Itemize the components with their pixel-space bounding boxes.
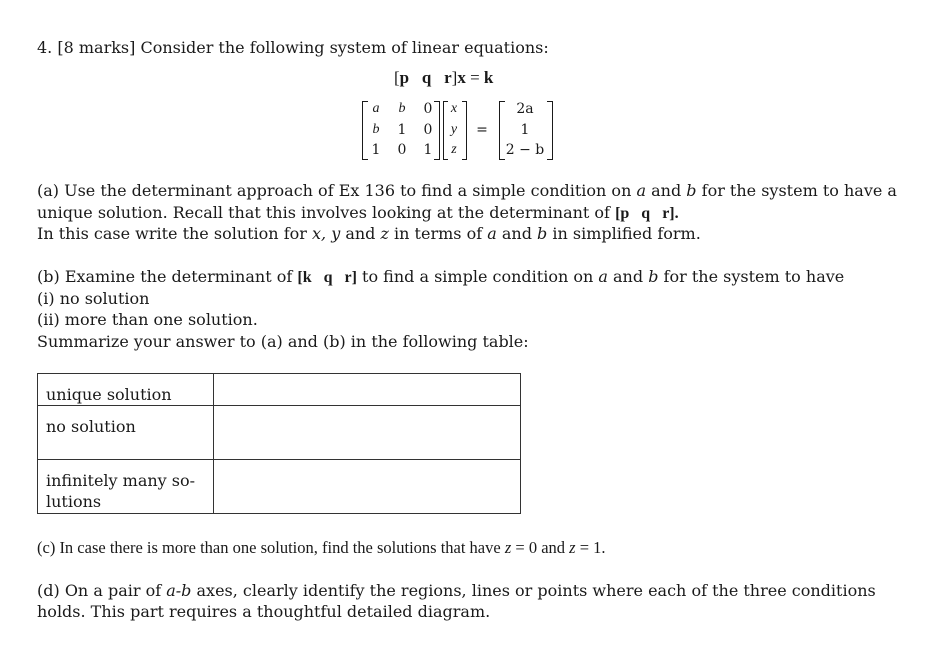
vector-r: r	[444, 68, 452, 87]
rhs-value: 1	[520, 122, 530, 138]
var-b: b	[648, 267, 659, 286]
matrix-cell: 1	[423, 142, 433, 158]
part-a-text: (a) Use the determinant approach of Ex 136 to find a simple condition on	[37, 181, 632, 200]
var-a: a	[487, 224, 497, 243]
summary-table	[37, 373, 521, 514]
part-c-text: = 0 and	[515, 538, 566, 557]
compact-close-bracket: ]	[451, 68, 458, 87]
table-row	[38, 406, 521, 460]
compact-open-bracket: [	[394, 68, 400, 87]
question-heading	[37, 37, 549, 58]
var-a: a	[598, 267, 608, 286]
part-b-text: to find a simple condition on	[362, 267, 594, 286]
part-b-text: for the system to have	[663, 267, 845, 286]
table-row	[38, 460, 521, 514]
table-label-infinite-line1: infinitely many so-	[46, 471, 196, 490]
matrix-cell: 1	[397, 122, 407, 138]
part-a-line1	[37, 180, 897, 201]
vector-p: p	[399, 68, 410, 87]
vector-q: q	[421, 68, 432, 87]
part-a-text: and	[501, 224, 532, 243]
var-z: z	[569, 538, 576, 557]
matrix-cell: 0	[423, 101, 433, 117]
rhs-value: 2 − b	[505, 142, 545, 158]
det-matrix-pqr: [p q r].	[615, 205, 679, 222]
part-a-text: unique solution. Recall that this involves looking at the determinant of	[37, 203, 610, 222]
part-d-line2: holds. This part requires a thoughtful detailed diagram.	[37, 602, 491, 621]
part-a-text: in simplified form.	[552, 224, 701, 243]
part-c	[37, 537, 606, 558]
table-label-unique: unique solution	[38, 374, 214, 406]
rhs-value: 2a	[516, 101, 534, 117]
matrix-cell: b	[372, 122, 380, 137]
part-d-text: (d) On a pair of	[37, 581, 162, 600]
table-answer-cell[interactable]	[214, 374, 521, 406]
matrix-cell: 0	[423, 122, 433, 138]
var-b: b	[537, 224, 548, 243]
var-x: x	[450, 101, 458, 116]
matrix-cell: b	[398, 101, 406, 116]
part-b-line1	[37, 266, 844, 288]
part-b-text: and	[613, 267, 644, 286]
part-a-text: for the system to have a	[701, 181, 897, 200]
table-label-no-solution: no solution	[38, 406, 214, 460]
table-label-infinite-line2: lutions	[46, 492, 102, 511]
table-answer-cell[interactable]	[214, 460, 521, 514]
part-c-text: = 1.	[579, 538, 606, 557]
part-a-line2	[37, 202, 679, 224]
part-d-text: axes, clearly identify the regions, lines or points where each of the three conditions	[196, 581, 876, 600]
table-label-infinite	[38, 460, 214, 514]
var-b: b	[686, 181, 697, 200]
question-number-marks: 4. [8 marks]	[37, 38, 136, 57]
table-row	[38, 374, 521, 406]
matrix-equals: =	[476, 122, 488, 138]
var-a: a	[636, 181, 647, 200]
part-b-summary: Summarize your answer to (a) and (b) in the following table:	[37, 332, 529, 351]
matrix-cell: 0	[397, 142, 407, 158]
part-b-item-i: (i) no solution	[37, 289, 150, 308]
part-b-text: (b) Examine the determinant of	[37, 267, 293, 286]
part-c-text: (c) In case there is more than one solution, find the solutions that have	[37, 538, 501, 557]
compact-equals: =	[470, 68, 480, 87]
part-a-text: in terms of	[394, 224, 483, 243]
vector-k: k	[483, 68, 494, 87]
part-b-item-ii: (ii) more than one solution.	[37, 310, 258, 329]
det-matrix-kqr: [k q r]	[297, 269, 357, 286]
matrix-cell: a	[372, 101, 380, 116]
matrix-cell: 1	[371, 142, 381, 158]
vars-xy: x, y	[312, 224, 341, 243]
part-a-text: and	[345, 224, 376, 243]
vector-x: x	[457, 68, 466, 87]
part-d-line1	[37, 580, 876, 601]
part-a-text: In this case write the solution for	[37, 224, 307, 243]
part-a-text: and	[651, 181, 682, 200]
axes-label: a-b	[166, 581, 192, 600]
var-z: z	[380, 224, 389, 243]
var-z: z	[451, 142, 457, 157]
var-y: y	[450, 122, 458, 137]
table-answer-cell[interactable]	[214, 406, 521, 460]
part-a-line3	[37, 223, 701, 244]
var-z: z	[504, 538, 512, 557]
question-intro: Consider the following system of linear equations:	[140, 38, 549, 57]
vars-right-bracket	[462, 101, 467, 160]
compact-equation	[394, 67, 493, 88]
